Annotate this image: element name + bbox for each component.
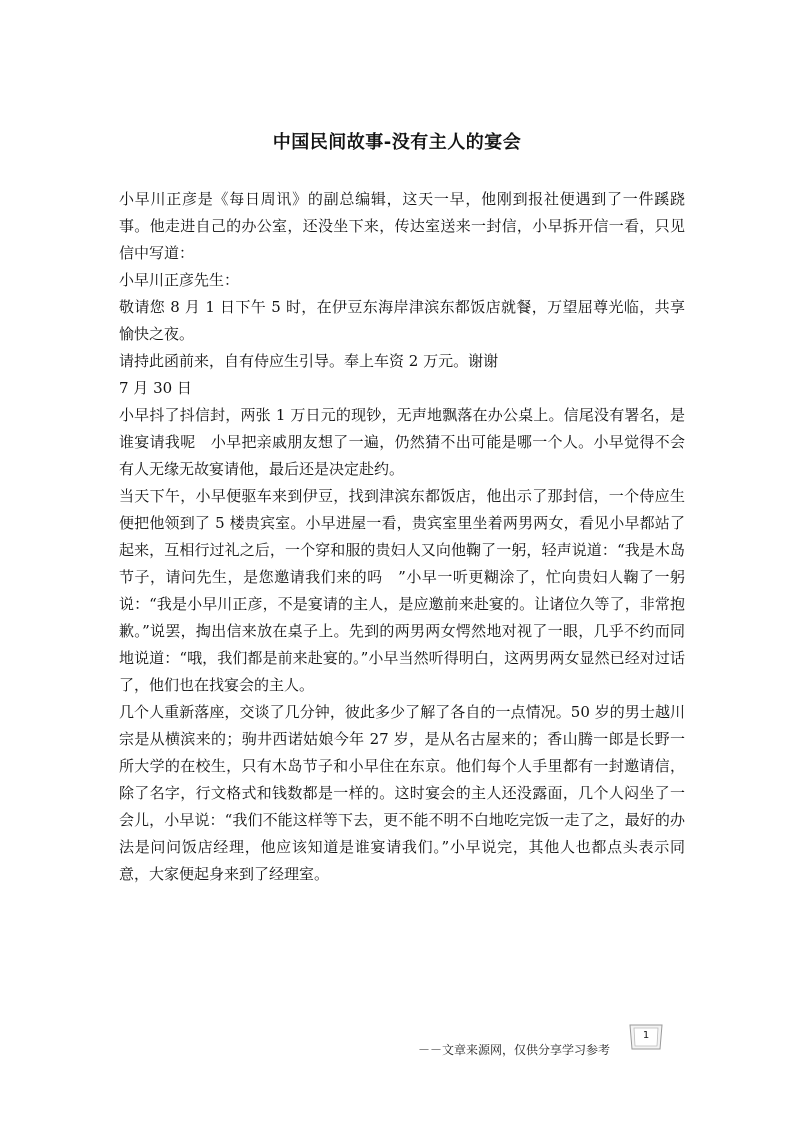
footer-note: －－文章来源网，仅供分享学习参考	[418, 1043, 611, 1057]
letter-body: 敬请您 8 月 1 日下午 5 时，在伊豆东海岸津滨东都饭店就餐，万望屈尊光临，共享愉快之夜。	[119, 298, 685, 343]
document-body	[119, 186, 685, 888]
page-title: 中国民间故事-没有主人的宴会	[272, 132, 522, 153]
letter-date: 7 月 30 日	[119, 379, 192, 397]
letter-salutation: 小早川正彦先生：	[119, 271, 240, 289]
paragraph: 几个人重新落座，交谈了几分钟，彼此多少了解了各自的一点情况。50 岁的男士越川宗是从横滨来的；驹井西诺姑娘今年 27 岁，是从名古屋来的；香山腾一郎是长野一所大学的在校生，只有木岛节子和小早住在东京。他们每个人手里都有一封邀请信，除了名字，行文格式和钱数都是一样的。这时宴会的主人还没露面，几个人闷坐了一会儿，小早说：“我们不能这样等下去，更不能不明不白地吃完饭一走了之，最好的办法是问问饭店经理，他应该知道是谁宴请我们。”小早说完，其他人也都点头表示同意，大家便起身来到了经理室。	[119, 703, 685, 883]
paragraph: 小早抖了抖信封，两张 1 万日元的现钞，无声地飘落在办公桌上。信尾没有署名，是谁宴请我呢 小早把亲戚朋友想了一遍，仍然猜不出可能是哪一个人。小早觉得不会有人无缘无故宴请他，最后还是决定赴约。	[119, 406, 685, 478]
paragraph: 当天下午，小早便驱车来到伊豆，找到津滨东都饭店，他出示了那封信，一个侍应生便把他领到了 5 楼贵宾室。小早进屋一看，贵宾室里坐着两男两女，看见小早都站了起来，互相行过礼之后，一个穿和服的贵妇人又向他鞠了一躬，轻声说道：“我是木岛节子，请问先生，是您邀请我们来的吗 ”小早一听更糊涂了，忙向贵妇人鞠了一躬说：“我是小早川正彦，不是宴请的主人，是应邀前来赴宴的。让诸位久等了，非常抱歉。”说罢，掏出信来放在桌子上。先到的两男两女愕然地对视了一眼，几乎不约而同地说道：“哦，我们都是前来赴宴的。”小早当然听得明白，这两男两女显然已经对过话了，他们也在找宴会的主人。	[119, 487, 685, 694]
paragraph: 小早川正彦是《每日周讯》的副总编辑，这天一早，他刚到报社便遇到了一件蹊跷事。他走进自己的办公室，还没坐下来，传达室送来一封信，小早拆开信一看，只见信中写道：	[119, 190, 685, 262]
page-number: 1	[642, 1030, 650, 1041]
page-number-badge	[626, 1022, 666, 1052]
letter-body: 请持此函前来，自有侍应生引导。奉上车资 2 万元。谢谢	[119, 352, 499, 370]
